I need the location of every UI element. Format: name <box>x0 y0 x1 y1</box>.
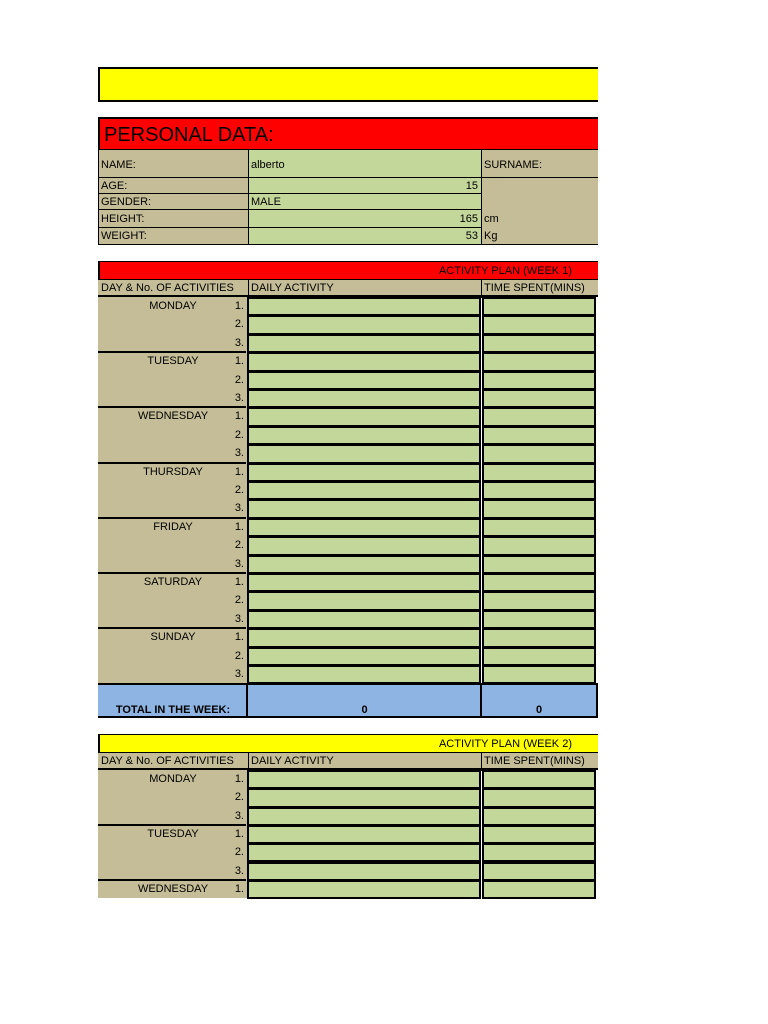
time-cell[interactable] <box>482 591 596 610</box>
time-cell[interactable] <box>482 444 596 463</box>
activity-number: 1. <box>234 355 244 368</box>
activity-cell[interactable] <box>247 297 481 316</box>
activity-number: 1. <box>234 773 244 785</box>
time-cell[interactable] <box>482 610 596 629</box>
activity-number: 1. <box>234 882 244 895</box>
activity-number: 3. <box>234 864 244 877</box>
time-cell[interactable] <box>482 407 596 426</box>
activity-cell[interactable] <box>247 334 481 353</box>
activity-cell[interactable] <box>247 536 481 555</box>
activity-cell[interactable] <box>247 628 481 647</box>
week1-total-row <box>98 683 598 718</box>
activity-cell[interactable] <box>247 389 481 408</box>
day-label: SATURDAY <box>143 576 203 588</box>
activity-number: 1. <box>234 410 244 423</box>
activity-number: 2. <box>234 594 244 607</box>
week2-title-bar <box>98 734 598 752</box>
week2-col-time: TIME SPENT(MINS) <box>484 755 585 767</box>
time-cell[interactable] <box>482 297 596 316</box>
week2-body <box>98 770 598 898</box>
day-label: THURSDAY <box>143 465 203 478</box>
time-cell[interactable] <box>482 518 596 537</box>
time-cell[interactable] <box>482 880 596 899</box>
activity-cell[interactable] <box>247 862 481 881</box>
activity-number: 2. <box>234 428 244 441</box>
day-label: TUESDAY <box>147 827 199 840</box>
time-cell[interactable] <box>482 536 596 555</box>
activity-cell[interactable] <box>247 591 481 610</box>
activity-cell[interactable] <box>247 788 481 807</box>
activity-number: 2. <box>234 318 244 331</box>
activity-number: 2. <box>234 484 244 496</box>
time-cell[interactable] <box>482 628 596 647</box>
personal-data-header <box>98 117 598 149</box>
time-cell[interactable] <box>482 647 596 666</box>
weight-value[interactable]: 53 <box>465 230 478 242</box>
activity-number: 1. <box>234 465 244 478</box>
time-cell[interactable] <box>482 862 596 881</box>
activity-number: 1. <box>234 827 244 840</box>
week2-title: ACTIVITY PLAN (WEEK 2) <box>438 738 572 750</box>
personal-data-title: PERSONAL DATA: <box>104 124 274 146</box>
time-cell[interactable] <box>482 843 596 862</box>
time-cell[interactable] <box>482 770 596 789</box>
day-label: TUESDAY <box>147 355 199 368</box>
time-cell[interactable] <box>482 315 596 334</box>
activity-cell[interactable] <box>247 463 481 482</box>
time-cell[interactable] <box>482 665 596 684</box>
gender-value[interactable]: MALE <box>251 196 281 208</box>
height-label: HEIGHT: <box>101 213 145 225</box>
time-cell[interactable] <box>482 825 596 844</box>
day-label: MONDAY <box>149 773 197 785</box>
time-cell[interactable] <box>482 573 596 592</box>
activity-number: 3. <box>234 612 244 625</box>
week1-header-row <box>98 279 598 297</box>
time-cell[interactable] <box>482 352 596 371</box>
activity-cell[interactable] <box>247 555 481 574</box>
day-label: MONDAY <box>149 300 197 312</box>
height-value[interactable]: 165 <box>459 213 478 225</box>
activity-cell[interactable] <box>247 352 481 371</box>
activity-number: 2. <box>234 649 244 662</box>
week2-header-row <box>98 752 598 770</box>
week1-col-activity: DAILY ACTIVITY <box>251 282 334 294</box>
week2-col-activity: DAILY ACTIVITY <box>251 755 334 767</box>
time-cell[interactable] <box>482 807 596 826</box>
week1-col-day: DAY & No. OF ACTIVITIES <box>101 282 234 294</box>
activity-cell[interactable] <box>247 610 481 629</box>
day-label: SUNDAY <box>150 631 196 644</box>
activity-number: 3. <box>234 557 244 570</box>
week1-col-time: TIME SPENT(MINS) <box>484 282 585 294</box>
time-cell[interactable] <box>482 499 596 518</box>
age-value[interactable]: 15 <box>465 180 478 192</box>
time-cell[interactable] <box>482 371 596 390</box>
day-label: WEDNESDAY <box>137 882 209 895</box>
activity-cell[interactable] <box>247 843 481 862</box>
activity-cell[interactable] <box>247 499 481 518</box>
name-label: NAME: <box>101 159 136 171</box>
activity-number: 3. <box>234 668 244 680</box>
week1-total-time: 0 <box>535 704 543 716</box>
age-label: AGE: <box>101 180 128 192</box>
week2-col-day: DAY & No. OF ACTIVITIES <box>101 755 234 767</box>
activity-cell[interactable] <box>247 770 481 789</box>
activity-number: 2. <box>234 791 244 804</box>
activity-cell[interactable] <box>247 665 481 684</box>
activity-number: 2. <box>234 846 244 859</box>
activity-number: 1. <box>234 576 244 588</box>
activity-cell[interactable] <box>247 573 481 592</box>
activity-number: 3. <box>234 392 244 404</box>
name-value[interactable]: alberto <box>251 159 285 171</box>
weight-unit: Kg <box>484 230 498 242</box>
time-cell[interactable] <box>482 555 596 574</box>
activity-cell[interactable] <box>247 426 481 445</box>
gender-label: GENDER: <box>101 196 152 208</box>
activity-cell[interactable] <box>247 518 481 537</box>
activity-number: 3. <box>234 336 244 349</box>
week1-total-label: TOTAL IN THE WEEK: <box>115 704 231 716</box>
week1-title-bar <box>98 261 598 279</box>
activity-cell[interactable] <box>247 807 481 826</box>
time-cell[interactable] <box>482 481 596 500</box>
activity-cell[interactable] <box>247 371 481 390</box>
activity-number: 1. <box>234 520 244 533</box>
activity-number: 1. <box>234 631 244 644</box>
activity-number: 2. <box>234 539 244 552</box>
activity-number: 2. <box>234 373 244 386</box>
activity-number: 3. <box>234 502 244 515</box>
time-cell[interactable] <box>482 426 596 445</box>
time-cell[interactable] <box>482 334 596 353</box>
activity-number: 3. <box>234 447 244 460</box>
activity-cell[interactable] <box>247 315 481 334</box>
surname-label: SURNAME: <box>484 159 543 171</box>
day-label: WEDNESDAY <box>137 410 209 423</box>
activity-cell[interactable] <box>247 444 481 463</box>
time-cell[interactable] <box>482 389 596 408</box>
height-unit: cm <box>484 213 499 225</box>
personal-data-table <box>98 149 598 245</box>
activity-cell[interactable] <box>247 825 481 844</box>
week1-title: ACTIVITY PLAN (WEEK 1) <box>438 265 572 277</box>
activity-number: 3. <box>234 809 244 822</box>
week1-body <box>98 297 598 683</box>
activity-number: 1. <box>234 300 244 312</box>
activity-cell[interactable] <box>247 407 481 426</box>
time-cell[interactable] <box>482 463 596 482</box>
day-label: FRIDAY <box>153 520 193 533</box>
activity-cell[interactable] <box>247 880 481 899</box>
activity-cell[interactable] <box>247 481 481 500</box>
weight-label: WEIGHT: <box>101 230 147 242</box>
title-banner <box>98 67 598 102</box>
week1-total-activity: 0 <box>361 704 368 716</box>
activity-cell[interactable] <box>247 647 481 666</box>
time-cell[interactable] <box>482 788 596 807</box>
